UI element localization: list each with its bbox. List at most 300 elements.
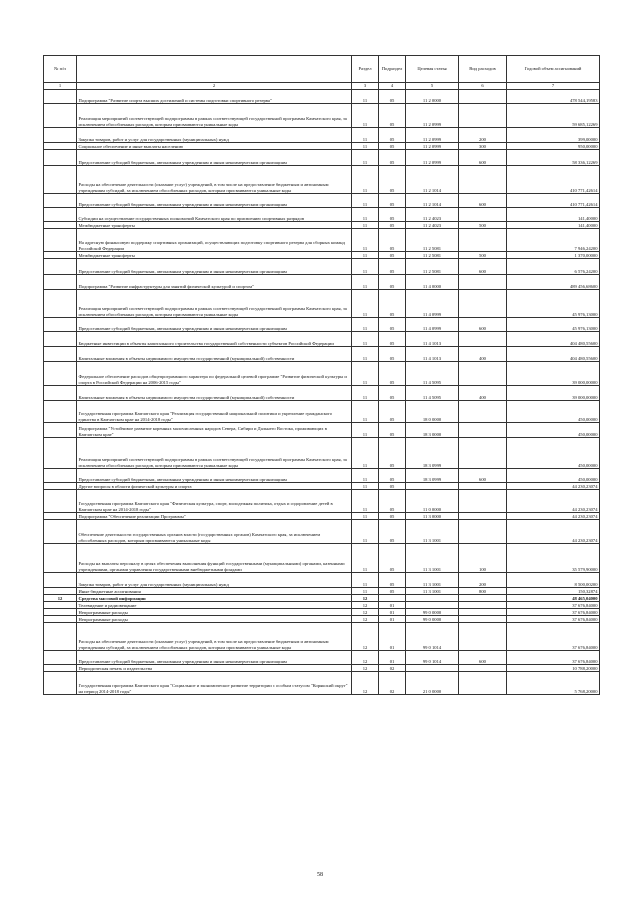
row-number bbox=[44, 259, 77, 275]
row-subsection: 05 bbox=[379, 208, 406, 222]
row-number bbox=[44, 602, 77, 609]
row-number bbox=[44, 573, 77, 588]
row-target-article: 11 2 5081 bbox=[406, 259, 459, 275]
row-number bbox=[44, 166, 77, 194]
row-name: Государственная программа Камчатского края "Социальное и экономическое развитие территории с особым статусом "Корякский округ" на период 2014-2018 годы" bbox=[77, 672, 352, 695]
row-subsection: 05 bbox=[379, 513, 406, 520]
row-target-article: 11 4 1013 bbox=[406, 332, 459, 347]
row-target-article: 11 2 0999 bbox=[406, 104, 459, 128]
row-amount: 37 676,84000 bbox=[507, 616, 600, 623]
row-name: Телевидение и радиовещание bbox=[77, 602, 352, 609]
row-name: Средства массовой информации bbox=[77, 595, 352, 602]
column-index: 4 bbox=[379, 83, 406, 90]
row-section: 12 bbox=[352, 602, 379, 609]
row-amount: 6 576,24200 bbox=[507, 259, 600, 275]
row-subsection: 05 bbox=[379, 438, 406, 469]
row-number bbox=[44, 520, 77, 544]
row-amount: 37 676,84000 bbox=[507, 609, 600, 616]
row-name: Иные бюджетные ассигнования bbox=[77, 588, 352, 595]
row-amount: 950,00000 bbox=[507, 143, 600, 150]
row-subsection: 01 bbox=[379, 609, 406, 616]
row-subsection: 05 bbox=[379, 143, 406, 150]
row-subsection: 05 bbox=[379, 362, 406, 386]
column-index: 3 bbox=[352, 83, 379, 90]
row-subsection: 05 bbox=[379, 290, 406, 318]
row-number bbox=[44, 401, 77, 423]
row-section: 12 bbox=[352, 672, 379, 695]
row-section: 11 bbox=[352, 513, 379, 520]
row-expense-type bbox=[459, 520, 507, 544]
row-name: Другие вопросы в области физической культуры и спорта bbox=[77, 483, 352, 490]
row-expense-type: 300 bbox=[459, 143, 507, 150]
row-target-article: 11 2 1014 bbox=[406, 194, 459, 208]
row-expense-type bbox=[459, 602, 507, 609]
table-row bbox=[44, 90, 600, 104]
table-row bbox=[44, 104, 600, 128]
row-target-article: 99 0 0000 bbox=[406, 609, 459, 616]
row-section: 11 bbox=[352, 259, 379, 275]
table-row bbox=[44, 490, 600, 513]
row-expense-type: 200 bbox=[459, 573, 507, 588]
row-name: Государственная программа Камчатского края "Физическая культура, спорт, молодежная политика, отдых и оздоровление детей в Камчатском крае на 2014-2018 годы" bbox=[77, 490, 352, 513]
table-row bbox=[44, 672, 600, 695]
row-name: Предоставление субсидий бюджетным, автономным учреждениям и иным некоммерческим организациям bbox=[77, 194, 352, 208]
row-section: 11 bbox=[352, 401, 379, 423]
header-row bbox=[44, 56, 600, 83]
column-index: 7 bbox=[507, 83, 600, 90]
row-expense-type: 500 bbox=[459, 222, 507, 229]
row-number bbox=[44, 623, 77, 651]
row-name: Субсидии на осуществление государственных полномочий Камчатского края по присвоению спортивных разрядов bbox=[77, 208, 352, 222]
row-expense-type: 600 bbox=[459, 194, 507, 208]
table-body bbox=[44, 90, 600, 695]
row-name: Реализация мероприятий соответствующей подпрограммы в рамках соответствующей государственной программы Камчатского края, за исключением обособленных расходов, которым присваиваются уникальные коды bbox=[77, 104, 352, 128]
row-expense-type bbox=[459, 229, 507, 252]
row-expense-type bbox=[459, 595, 507, 602]
row-name: Федеральное обеспечение расходов общепрограммного характера по федеральной целевой программе "Развитие физической культуры и спорта в Российской Федерации на 2006-2015 годы" bbox=[77, 362, 352, 386]
row-section: 11 bbox=[352, 104, 379, 128]
row-expense-type bbox=[459, 616, 507, 623]
row-target-article: 99 0 1014 bbox=[406, 623, 459, 651]
row-number bbox=[44, 347, 77, 362]
row-amount: 10 788,20000 bbox=[507, 665, 600, 672]
row-section: 12 bbox=[352, 623, 379, 651]
row-target-article: 99 0 1014 bbox=[406, 651, 459, 665]
row-amount: 450,00000 bbox=[507, 423, 600, 438]
row-amount: 150,32874 bbox=[507, 588, 600, 595]
row-amount: 1 370,00000 bbox=[507, 252, 600, 259]
row-expense-type bbox=[459, 623, 507, 651]
row-target-article: 18 3 0999 bbox=[406, 469, 459, 483]
row-target-article: 11 2 4023 bbox=[406, 222, 459, 229]
row-target-article: 11 2 5081 bbox=[406, 252, 459, 259]
row-amount: 44 230,23074 bbox=[507, 483, 600, 490]
row-amount: 399,00000 bbox=[507, 128, 600, 143]
row-section: 12 bbox=[352, 651, 379, 665]
row-subsection: 05 bbox=[379, 222, 406, 229]
row-target-article bbox=[406, 665, 459, 672]
row-name: Периодическая печать и издательства bbox=[77, 665, 352, 672]
row-amount: 404 480,55600 bbox=[507, 347, 600, 362]
table-row bbox=[44, 623, 600, 651]
row-section: 11 bbox=[352, 166, 379, 194]
row-amount: 450,00000 bbox=[507, 469, 600, 483]
row-amount: 44 230,23074 bbox=[507, 490, 600, 513]
table-row bbox=[44, 438, 600, 469]
row-subsection: 05 bbox=[379, 469, 406, 483]
row-subsection: 02 bbox=[379, 665, 406, 672]
table-row bbox=[44, 143, 600, 150]
row-section: 11 bbox=[352, 229, 379, 252]
row-number bbox=[44, 616, 77, 623]
row-name: Подпрограмма "Устойчивое развитие коренных малочисленных народов Севера, Сибири и Дальнего Востока, проживающих в Камчатском крае" bbox=[77, 423, 352, 438]
row-subsection: 05 bbox=[379, 194, 406, 208]
row-target-article: 99 0 0000 bbox=[406, 616, 459, 623]
row-amount: 58 336,12269 bbox=[507, 150, 600, 166]
row-name: Предоставление субсидий бюджетным, автономным учреждениям и иным некоммерческим организациям bbox=[77, 469, 352, 483]
row-subsection: 01 bbox=[379, 602, 406, 609]
table-row bbox=[44, 609, 600, 616]
row-target-article: 11 3 0000 bbox=[406, 513, 459, 520]
row-expense-type: 600 bbox=[459, 150, 507, 166]
row-target-article bbox=[406, 595, 459, 602]
row-number bbox=[44, 208, 77, 222]
row-name: Предоставление субсидий бюджетным, автономным учреждениям и иным некоммерческим организациям bbox=[77, 150, 352, 166]
row-name: Закупка товаров, работ и услуг для государственных (муниципальных) нужд bbox=[77, 128, 352, 143]
row-expense-type bbox=[459, 672, 507, 695]
row-number bbox=[44, 609, 77, 616]
table-row bbox=[44, 544, 600, 573]
header-number: № п/п bbox=[44, 56, 77, 83]
row-target-article bbox=[406, 483, 459, 490]
table-row bbox=[44, 588, 600, 595]
row-section: 11 bbox=[352, 290, 379, 318]
row-amount: 39 000,00000 bbox=[507, 362, 600, 386]
table-row bbox=[44, 290, 600, 318]
row-subsection: 05 bbox=[379, 90, 406, 104]
row-expense-type: 600 bbox=[459, 318, 507, 332]
row-number bbox=[44, 423, 77, 438]
row-name: Реализация мероприятий соответствующей подпрограммы в рамках соответствующей государственной программы Камчатского края, за исключением обособленных расходов, которым присваиваются уникальные коды bbox=[77, 290, 352, 318]
row-subsection: 05 bbox=[379, 588, 406, 595]
row-name: Реализация мероприятий соответствующей подпрограммы в рамках соответствующей государственной программы Камчатского края, за исключением обособленных расходов, которым присваиваются уникальные коды bbox=[77, 438, 352, 469]
row-name: Непрограммные расходы bbox=[77, 609, 352, 616]
row-name: Подпрограмма "Развитие спорта высших достижений и системы подготовки спортивного резерва" bbox=[77, 90, 352, 104]
row-amount: 45 976,13000 bbox=[507, 318, 600, 332]
row-subsection: 05 bbox=[379, 128, 406, 143]
row-expense-type bbox=[459, 513, 507, 520]
row-target-article: 11 2 0999 bbox=[406, 128, 459, 143]
row-section: 11 bbox=[352, 143, 379, 150]
row-number bbox=[44, 483, 77, 490]
row-section: 11 bbox=[352, 490, 379, 513]
row-target-article: 11 4 5095 bbox=[406, 362, 459, 386]
table-row bbox=[44, 573, 600, 588]
row-amount: 35 579,90000 bbox=[507, 544, 600, 573]
row-number bbox=[44, 128, 77, 143]
table-row bbox=[44, 595, 600, 602]
row-section: 11 bbox=[352, 588, 379, 595]
row-number bbox=[44, 672, 77, 695]
row-section: 11 bbox=[352, 128, 379, 143]
row-section: 11 bbox=[352, 208, 379, 222]
row-name: Расходы на обеспечение деятельности (оказание услуг) учреждений, в том числе на предоставление бюджетным и автономным учреждениям субсидий, за исключением обособленных расходов, которым присваиваются уникальные коды bbox=[77, 623, 352, 651]
row-subsection: 05 bbox=[379, 318, 406, 332]
row-name: Межбюджетные трансферты bbox=[77, 222, 352, 229]
table-row bbox=[44, 259, 600, 275]
row-expense-type: 200 bbox=[459, 128, 507, 143]
row-expense-type bbox=[459, 290, 507, 318]
row-target-article: 18 3 0999 bbox=[406, 438, 459, 469]
row-subsection bbox=[379, 595, 406, 602]
row-expense-type bbox=[459, 609, 507, 616]
row-name: Межбюджетные трансферты bbox=[77, 252, 352, 259]
table-row bbox=[44, 469, 600, 483]
row-target-article: 11 3 1001 bbox=[406, 520, 459, 544]
row-expense-type: 600 bbox=[459, 469, 507, 483]
row-subsection: 05 bbox=[379, 544, 406, 573]
row-amount: 410 771,42614 bbox=[507, 166, 600, 194]
row-target-article: 11 4 1013 bbox=[406, 347, 459, 362]
row-expense-type bbox=[459, 483, 507, 490]
row-expense-type bbox=[459, 332, 507, 347]
row-number bbox=[44, 651, 77, 665]
row-expense-type bbox=[459, 665, 507, 672]
row-section: 11 bbox=[352, 194, 379, 208]
row-expense-type bbox=[459, 90, 507, 104]
table-row bbox=[44, 665, 600, 672]
table-row bbox=[44, 520, 600, 544]
row-subsection: 05 bbox=[379, 332, 406, 347]
header-target-article: Целевая статья bbox=[406, 56, 459, 83]
row-subsection: 05 bbox=[379, 401, 406, 423]
table-row bbox=[44, 166, 600, 194]
row-section: 11 bbox=[352, 438, 379, 469]
row-amount: 410 771,42614 bbox=[507, 194, 600, 208]
row-target-article: 11 4 0999 bbox=[406, 318, 459, 332]
row-target-article: 11 2 5081 bbox=[406, 229, 459, 252]
row-number bbox=[44, 318, 77, 332]
row-target-article: 21 0 0000 bbox=[406, 672, 459, 695]
row-number bbox=[44, 90, 77, 104]
row-expense-type bbox=[459, 362, 507, 386]
row-section: 11 bbox=[352, 362, 379, 386]
row-section: 11 bbox=[352, 483, 379, 490]
row-amount: 37 676,84000 bbox=[507, 623, 600, 651]
header-expense-type: Вид расходов bbox=[459, 56, 507, 83]
row-section: 12 bbox=[352, 616, 379, 623]
row-expense-type bbox=[459, 401, 507, 423]
row-target-article: 11 2 1014 bbox=[406, 166, 459, 194]
row-expense-type bbox=[459, 208, 507, 222]
table-row bbox=[44, 222, 600, 229]
row-name: Расходы на выплаты персоналу в целях обеспечения выполнения функций государственными (муниципальными) органами, казенными учреждениями, органами управления государственными внебюджетными фондами bbox=[77, 544, 352, 573]
row-amount: 39 000,00000 bbox=[507, 386, 600, 401]
column-index: 1 bbox=[44, 83, 77, 90]
row-subsection: 05 bbox=[379, 229, 406, 252]
row-subsection: 05 bbox=[379, 490, 406, 513]
row-name: Социальное обеспечение и иные выплаты населению bbox=[77, 143, 352, 150]
row-subsection: 05 bbox=[379, 386, 406, 401]
row-section: 11 bbox=[352, 332, 379, 347]
row-subsection: 05 bbox=[379, 252, 406, 259]
row-number bbox=[44, 438, 77, 469]
row-amount: 8 500,00200 bbox=[507, 573, 600, 588]
row-subsection: 05 bbox=[379, 483, 406, 490]
header-name bbox=[77, 56, 352, 83]
row-subsection: 05 bbox=[379, 423, 406, 438]
row-amount: 37 676,84000 bbox=[507, 602, 600, 609]
row-target-article: 11 0 0000 bbox=[406, 490, 459, 513]
row-number bbox=[44, 513, 77, 520]
row-number bbox=[44, 362, 77, 386]
table-row bbox=[44, 651, 600, 665]
row-target-article: 11 3 1001 bbox=[406, 588, 459, 595]
row-number: 12 bbox=[44, 595, 77, 602]
table-row bbox=[44, 275, 600, 290]
row-name: Непрограммные расходы bbox=[77, 616, 352, 623]
table-row bbox=[44, 401, 600, 423]
row-section: 11 bbox=[352, 275, 379, 290]
row-amount: 37 676,84000 bbox=[507, 651, 600, 665]
column-index: 5 bbox=[406, 83, 459, 90]
row-section: 11 bbox=[352, 347, 379, 362]
row-target-article: 11 4 5095 bbox=[406, 386, 459, 401]
row-expense-type: 600 bbox=[459, 259, 507, 275]
row-amount: 45 976,13000 bbox=[507, 290, 600, 318]
row-number bbox=[44, 469, 77, 483]
row-name: На адресную финансовую поддержку спортивных организаций, осуществляющих подготовку спортивного резерва для сборных команд Российской Федерации bbox=[77, 229, 352, 252]
row-amount: 450,00000 bbox=[507, 401, 600, 423]
table-row bbox=[44, 602, 600, 609]
row-expense-type: 600 bbox=[459, 651, 507, 665]
row-number bbox=[44, 275, 77, 290]
row-amount: 48 465,04000 bbox=[507, 595, 600, 602]
row-subsection: 05 bbox=[379, 150, 406, 166]
row-number bbox=[44, 222, 77, 229]
row-target-article: 11 4 0000 bbox=[406, 275, 459, 290]
row-name: Расходы на обеспечение деятельности (оказание услуг) учреждений, в том числе на предоставление бюджетным и автономным учреждениям субсидий, за исключением обособленных расходов, которым присваиваются уникальные коды bbox=[77, 166, 352, 194]
row-subsection: 01 bbox=[379, 651, 406, 665]
row-amount: 489 456,68600 bbox=[507, 275, 600, 290]
table-row bbox=[44, 332, 600, 347]
row-target-article: 18 0 0000 bbox=[406, 401, 459, 423]
row-number bbox=[44, 490, 77, 513]
row-section: 11 bbox=[352, 222, 379, 229]
row-number bbox=[44, 104, 77, 128]
row-section: 11 bbox=[352, 90, 379, 104]
budget-table bbox=[43, 55, 600, 695]
row-amount: 478 544,19583 bbox=[507, 90, 600, 104]
row-amount: 44 230,23074 bbox=[507, 520, 600, 544]
row-target-article: 11 3 1001 bbox=[406, 573, 459, 588]
row-amount: 59 685,12269 bbox=[507, 104, 600, 128]
row-amount: 7 946,24200 bbox=[507, 229, 600, 252]
column-index: 2 bbox=[77, 83, 352, 90]
row-number bbox=[44, 143, 77, 150]
header-section: Раздел bbox=[352, 56, 379, 83]
row-name: Капитальные вложения в объекты недвижимого имущества государственной (муниципальной) собственности bbox=[77, 386, 352, 401]
header-annual-amount: Годовой объем ассигнований bbox=[507, 56, 600, 83]
row-expense-type: 500 bbox=[459, 252, 507, 259]
row-amount: 141,40000 bbox=[507, 222, 600, 229]
row-section: 11 bbox=[352, 252, 379, 259]
table-row bbox=[44, 513, 600, 520]
header-subsection: Подраздел bbox=[379, 56, 406, 83]
row-expense-type bbox=[459, 423, 507, 438]
row-number bbox=[44, 544, 77, 573]
row-section: 11 bbox=[352, 520, 379, 544]
row-target-article: 11 2 0999 bbox=[406, 143, 459, 150]
row-target-article: 11 2 0000 bbox=[406, 90, 459, 104]
table-row bbox=[44, 386, 600, 401]
row-subsection: 05 bbox=[379, 275, 406, 290]
row-number bbox=[44, 229, 77, 252]
row-expense-type bbox=[459, 490, 507, 513]
row-expense-type: 800 bbox=[459, 588, 507, 595]
table-row bbox=[44, 194, 600, 208]
row-name: Предоставление субсидий бюджетным, автономным учреждениям и иным некоммерческим организациям bbox=[77, 318, 352, 332]
row-number bbox=[44, 332, 77, 347]
row-name: Предоставление субсидий бюджетным, автономным учреждениям и иным некоммерческим организациям bbox=[77, 651, 352, 665]
row-subsection: 05 bbox=[379, 520, 406, 544]
row-section: 11 bbox=[352, 573, 379, 588]
row-expense-type bbox=[459, 166, 507, 194]
row-target-article: 11 2 0999 bbox=[406, 150, 459, 166]
row-subsection: 05 bbox=[379, 347, 406, 362]
row-number bbox=[44, 588, 77, 595]
page-number: 58 bbox=[317, 872, 323, 878]
row-expense-type bbox=[459, 104, 507, 128]
row-subsection: 02 bbox=[379, 672, 406, 695]
table-row bbox=[44, 616, 600, 623]
table-row bbox=[44, 423, 600, 438]
row-section: 11 bbox=[352, 150, 379, 166]
row-name: Подпрограмма "Обеспечение реализации Программы" bbox=[77, 513, 352, 520]
row-number bbox=[44, 194, 77, 208]
row-name: Подпрограмма "Развитие инфраструктуры для занятий физической культурой и спортом" bbox=[77, 275, 352, 290]
table-row bbox=[44, 208, 600, 222]
row-number bbox=[44, 252, 77, 259]
table-row bbox=[44, 150, 600, 166]
row-section: 12 bbox=[352, 595, 379, 602]
row-expense-type bbox=[459, 275, 507, 290]
row-subsection: 01 bbox=[379, 623, 406, 651]
row-expense-type bbox=[459, 438, 507, 469]
table-row bbox=[44, 362, 600, 386]
row-target-article: 11 4 0999 bbox=[406, 290, 459, 318]
row-number bbox=[44, 386, 77, 401]
row-target-article: 11 2 4023 bbox=[406, 208, 459, 222]
row-target-article: 18 3 0000 bbox=[406, 423, 459, 438]
table-row bbox=[44, 252, 600, 259]
row-section: 11 bbox=[352, 469, 379, 483]
row-subsection: 05 bbox=[379, 166, 406, 194]
row-amount: 44 230,23074 bbox=[507, 513, 600, 520]
table-row bbox=[44, 347, 600, 362]
row-expense-type: 400 bbox=[459, 347, 507, 362]
table-row bbox=[44, 483, 600, 490]
row-section: 12 bbox=[352, 609, 379, 616]
row-subsection: 05 bbox=[379, 104, 406, 128]
row-number bbox=[44, 290, 77, 318]
row-number bbox=[44, 665, 77, 672]
row-name: Государственная программа Камчатского края "Реализация государственной национальной политики и укрепление гражданского единства в Камчатском крае на 2014-2018 годы" bbox=[77, 401, 352, 423]
row-name: Бюджетные инвестиции в объекты капитального строительства государственной собственности субъектов Российской Федерации bbox=[77, 332, 352, 347]
row-amount: 141,40000 bbox=[507, 208, 600, 222]
row-section: 11 bbox=[352, 423, 379, 438]
row-section: 11 bbox=[352, 544, 379, 573]
